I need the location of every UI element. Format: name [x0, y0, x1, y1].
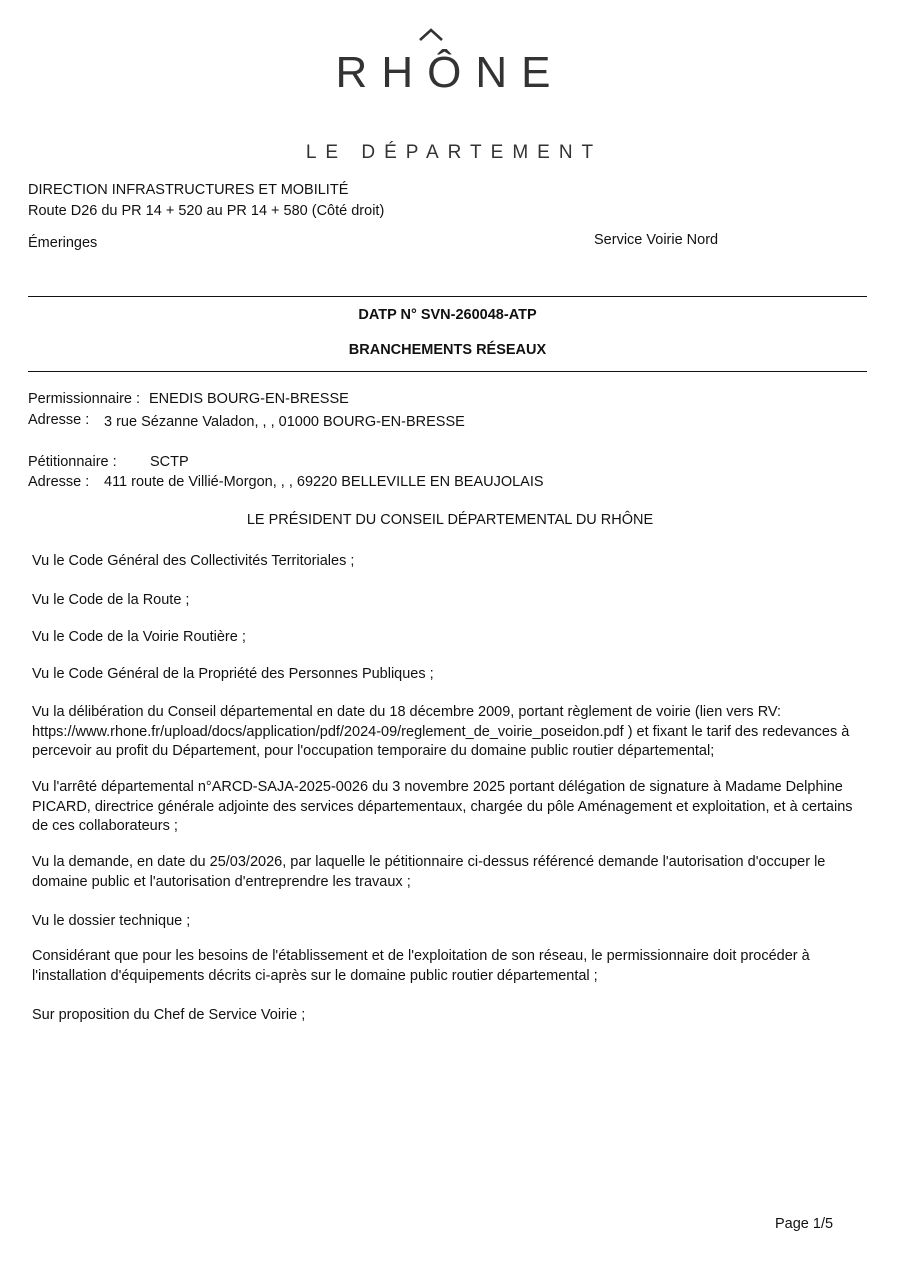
petitionnaire-address-label: Adresse : [28, 474, 90, 490]
route-location: Route D26 du PR 14 + 520 au PR 14 + 580 (Côté droit) [28, 203, 385, 219]
logo-circumflex-mark [420, 30, 442, 40]
permissionnaire-value: ENEDIS BOURG-EN-BRESSE [149, 391, 349, 407]
proposal-paragraph: Sur proposition du Chef de Service Voirie ; [32, 1007, 306, 1023]
visa-paragraph: Vu le Code Général des Collectivités Territoriales ; [32, 553, 355, 569]
petitionnaire-value: SCTP [150, 454, 189, 470]
visa-paragraph: Vu la demande, en date du 25/03/2026, par laquelle le pétitionnaire ci-dessus référencé demande l'autorisation d'occuper le domaine public et l'autorisation d'entreprendre les travaux ; [32, 854, 826, 890]
visa-paragraph: Vu le Code de la Voirie Routière ; [32, 629, 246, 645]
commune-name: Émeringes [28, 235, 98, 251]
authority-heading: LE PRÉSIDENT DU CONSEIL DÉPARTEMENTAL DU RHÔNE [246, 512, 654, 528]
consideration-paragraph: Considérant que pour les besoins de l'établissement et de l'exploitation de son réseau, le permissionnaire doit procéder à l'installation d'équipements décrits ci-après sur le domaine public routier départemental ; [32, 948, 810, 984]
visa-paragraph: Vu le dossier technique ; [32, 913, 191, 929]
petitionnaire-label: Pétitionnaire : [28, 454, 117, 470]
permissionnaire-address-label: Adresse : [28, 412, 90, 428]
logo-subtitle: LE DÉPARTEMENT [305, 142, 603, 163]
divider-top [28, 296, 867, 297]
service-name: Service Voirie Nord [594, 232, 719, 248]
visa-paragraph: Vu l'arrêté départemental n°ARCD-SAJA-2025-0026 du 3 novembre 2025 portant délégation de signature à Madame Delphine PICARD, directrice générale adjointe des services départementaux, chargée du pôle Aménagement et exploitation, et à certains de ces collaborateurs ; [32, 779, 853, 834]
divider-bottom [28, 371, 867, 372]
permissionnaire-address-value: 3 rue Sézanne Valadon, , , 01000 BOURG-EN-BRESSE [104, 414, 465, 430]
permissionnaire-label: Permissionnaire : [28, 391, 141, 407]
document-subject: BRANCHEMENTS RÉSEAUX [348, 342, 547, 358]
document-reference: DATP N° SVN-260048-ATP [358, 307, 537, 323]
logo-wordmark: RHÔNE [335, 48, 565, 97]
visa-paragraph: Vu la délibération du Conseil départemental en date du 18 décembre 2009, portant règlement de voirie (lien vers RV: https://www.rhone.fr/upload/docs/application/pdf/2024-09/reglement_de_voirie_poseidon.pdf ) et fixant le tarif des redevances à percevoir au profit du Département, pour l'occupation temporaire du domaine public routier départemental; [32, 704, 850, 759]
visa-paragraph: Vu le Code Général de la Propriété des Personnes Publiques ; [32, 666, 434, 682]
petitionnaire-address-value: 411 route de Villié-Morgon, , , 69220 BELLEVILLE EN BEAUJOLAIS [104, 474, 544, 490]
visa-paragraph: Vu le Code de la Route ; [32, 592, 190, 608]
page-number: Page 1/5 [775, 1216, 834, 1232]
direction-name: DIRECTION INFRASTRUCTURES ET MOBILITÉ [28, 182, 349, 198]
